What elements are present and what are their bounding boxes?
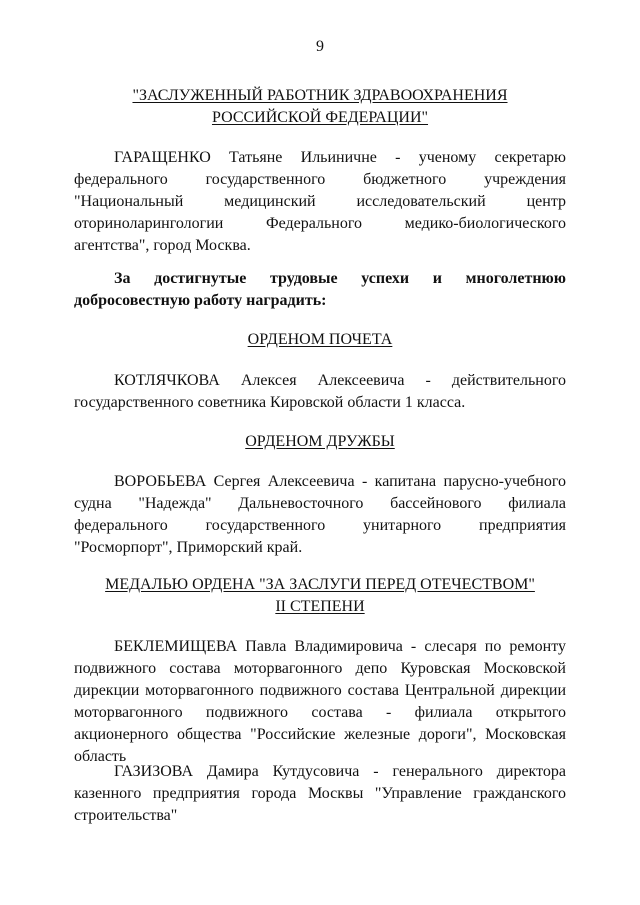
heading-honored-health-worker [74, 85, 566, 129]
heading-order-of-honor: ОРДЕНОМ ПОЧЕТА [247, 331, 393, 348]
award-paragraph-garashchenko: ГАРАЩЕНКО Татьяне Ильиничне - ученому секретарю федерального государственного бюджетного учреждения "Национальный медицинский исследовательский центр оториноларингологии Федерального медико-биологического агентства", город Москва. [74, 149, 566, 254]
heading-line: II СТЕПЕНИ [275, 598, 365, 615]
heading-line: МЕДАЛЬЮ ОРДЕНА "ЗА ЗАСЛУГИ ПЕРЕД ОТЕЧЕСТВОМ" [105, 576, 535, 593]
award-paragraph-kotlyachkov: КОТЛЯЧКОВА Алексея Алексеевича - действительного государственного советника Кировской области 1 класса. [74, 372, 566, 411]
heading-order-of-friendship: ОРДЕНОМ ДРУЖБЫ [245, 433, 395, 450]
heading-line: "ЗАСЛУЖЕННЫЙ РАБОТНИК ЗДРАВООХРАНЕНИЯ [132, 87, 508, 104]
award-paragraph-vorobyev: ВОРОБЬЕВА Сергея Алексеевича - капитана парусно-учебного судна "Надежда" Дальневосточного бассейнового филиала федерального государственного унитарного предприятия "Росморпорт", Приморский край. [74, 473, 566, 556]
award-paragraph-gazizov: ГАЗИЗОВА Дамира Кутдусовича - генерального директора казенного предприятия города Москвы "Управление гражданского строительства" [74, 763, 566, 824]
page-number: 9 [316, 38, 324, 55]
heading-line: РОССИЙСКОЙ ФЕДЕРАЦИИ" [211, 109, 429, 126]
award-paragraph-beklemishchev: БЕКЛЕМИЩЕВА Павла Владимировича - слесаря по ремонту подвижного состава моторвагонного депо Куровская Московской дирекции моторвагонного подвижного состава Центральной дирекции моторвагонного подвижного состава - филиала открытого акционерного общества "Российские железные дороги", Московская область [74, 638, 566, 765]
decree-statement: За достигнутые трудовые успехи и многолетнюю добросовестную работу наградить: [74, 270, 566, 309]
heading-medal-merit-fatherland [74, 574, 566, 618]
